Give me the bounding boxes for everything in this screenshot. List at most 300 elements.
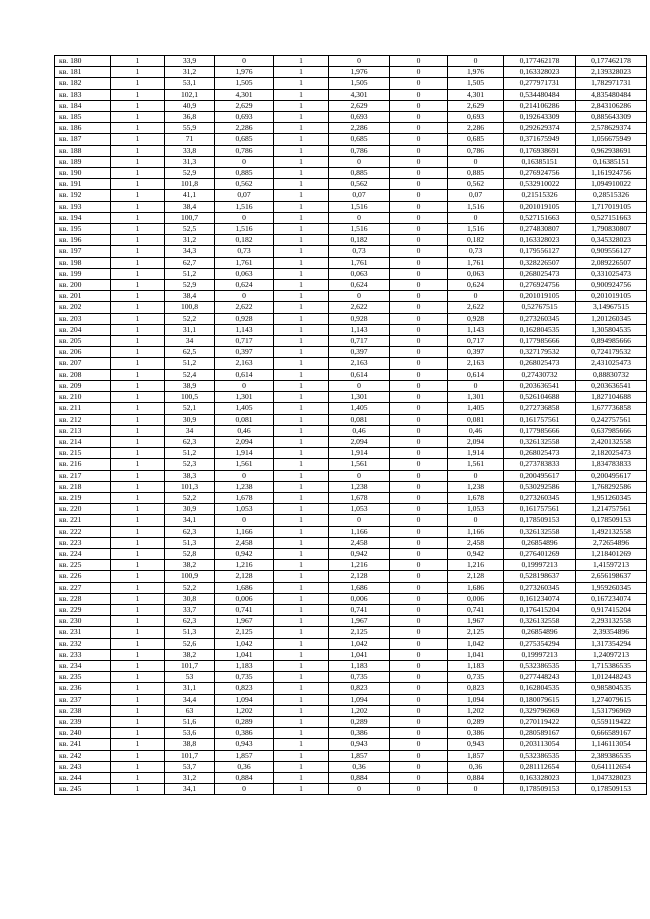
apartment-cell: кв. 236 xyxy=(55,683,111,694)
table-cell: 0 xyxy=(448,156,504,167)
table-cell: 0,177985666 xyxy=(504,336,576,347)
table-cell: 0,823 xyxy=(329,683,390,694)
table-cell: 1,405 xyxy=(329,403,390,414)
table-cell: 0,562 xyxy=(215,179,274,190)
table-cell: 1,677736858 xyxy=(576,403,647,414)
table-cell: 0,823 xyxy=(448,683,504,694)
apartment-cell: кв. 229 xyxy=(55,604,111,615)
table-row xyxy=(55,392,647,403)
table-cell: 0,386 xyxy=(448,728,504,739)
table-cell: 0 xyxy=(448,515,504,526)
table-cell: 0 xyxy=(390,436,448,447)
table-cell: 62,7 xyxy=(165,257,215,268)
table-cell: 0,397 xyxy=(215,347,274,358)
table-cell: 1 xyxy=(274,291,329,302)
table-cell: 0,73 xyxy=(215,246,274,257)
table-cell: 0,26854896 xyxy=(504,537,576,548)
table-cell: 0 xyxy=(215,515,274,526)
table-cell: 1 xyxy=(111,672,165,683)
table-cell: 0,276924756 xyxy=(504,168,576,179)
table-cell: 0,884 xyxy=(448,773,504,784)
table-cell: 1 xyxy=(111,582,165,593)
table-cell: 1,202 xyxy=(215,705,274,716)
table-cell: 51,3 xyxy=(165,537,215,548)
table-cell: 1,976 xyxy=(329,67,390,78)
table-cell: 0 xyxy=(390,89,448,100)
table-row xyxy=(55,716,647,727)
table-cell: 52,4 xyxy=(165,369,215,380)
table-cell: 1 xyxy=(274,548,329,559)
table-cell: 0,163328023 xyxy=(504,773,576,784)
table-cell: 0,909556127 xyxy=(576,246,647,257)
table-row xyxy=(55,67,647,78)
table-cell: 0,724179532 xyxy=(576,347,647,358)
table-cell: 1,561 xyxy=(329,459,390,470)
table-cell: 1,238 xyxy=(329,481,390,492)
table-cell: 0,735 xyxy=(329,672,390,683)
table-cell: 0 xyxy=(390,246,448,257)
table-cell: 1,305804535 xyxy=(576,324,647,335)
table-cell: 0,928 xyxy=(329,313,390,324)
table-cell: 2,622 xyxy=(448,302,504,313)
table-cell: 1 xyxy=(274,436,329,447)
table-cell: 0 xyxy=(390,100,448,111)
apartment-cell: кв. 180 xyxy=(55,56,111,67)
table-cell: 1,041 xyxy=(329,649,390,660)
table-cell: 2,163 xyxy=(329,358,390,369)
table-cell: 34 xyxy=(165,336,215,347)
table-cell: 1,41597213 xyxy=(576,560,647,571)
table-cell: 0,201019105 xyxy=(576,291,647,302)
table-cell: 1 xyxy=(111,280,165,291)
table-cell: 62,3 xyxy=(165,526,215,537)
table-cell: 0,203113054 xyxy=(504,739,576,750)
table-cell: 1 xyxy=(111,201,165,212)
table-cell: 0,532386535 xyxy=(504,750,576,761)
table-cell: 1,761 xyxy=(329,257,390,268)
table-cell: 1,678 xyxy=(215,492,274,503)
table-cell: 0 xyxy=(329,380,390,391)
table-cell: 2,125 xyxy=(329,627,390,638)
table-cell: 1,516 xyxy=(329,224,390,235)
table-row xyxy=(55,728,647,739)
table-cell: 0,685 xyxy=(215,134,274,145)
table-cell: 2,431025473 xyxy=(576,358,647,369)
table-cell: 1 xyxy=(111,504,165,515)
table-row xyxy=(55,168,647,179)
table-cell: 0,786 xyxy=(215,145,274,156)
apartment-cell: кв. 195 xyxy=(55,224,111,235)
table-cell: 1 xyxy=(274,280,329,291)
apartment-cell: кв. 187 xyxy=(55,134,111,145)
table-cell: 2,39354896 xyxy=(576,627,647,638)
table-cell: 1,146113054 xyxy=(576,739,647,750)
table-cell: 0,942 xyxy=(215,548,274,559)
table-cell: 0,36 xyxy=(215,761,274,772)
table-cell: 0 xyxy=(448,291,504,302)
table-cell: 1 xyxy=(111,716,165,727)
table-cell: 0 xyxy=(390,78,448,89)
table-cell: 0,562 xyxy=(448,179,504,190)
apartment-cell: кв. 194 xyxy=(55,212,111,223)
table-cell: 1 xyxy=(274,246,329,257)
table-cell: 0,326132558 xyxy=(504,436,576,447)
table-cell: 1 xyxy=(274,784,329,795)
table-cell: 0 xyxy=(448,380,504,391)
table-cell: 52,2 xyxy=(165,582,215,593)
table-cell: 1 xyxy=(274,448,329,459)
table-cell: 0,201019105 xyxy=(504,201,576,212)
data-table xyxy=(54,55,647,795)
table-row xyxy=(55,481,647,492)
table-cell: 1,686 xyxy=(215,582,274,593)
table-row xyxy=(55,201,647,212)
table-cell: 1,561 xyxy=(448,459,504,470)
table-cell: 0,161757561 xyxy=(504,504,576,515)
table-cell: 1 xyxy=(274,515,329,526)
table-cell: 0,894985666 xyxy=(576,336,647,347)
table-cell: 1,857 xyxy=(215,750,274,761)
table-cell: 0 xyxy=(390,112,448,123)
table-cell: 4,301 xyxy=(448,89,504,100)
apartment-cell: кв. 200 xyxy=(55,280,111,291)
table-cell: 0,614 xyxy=(329,369,390,380)
table-cell: 1,012448243 xyxy=(576,672,647,683)
table-cell: 40,9 xyxy=(165,100,215,111)
table-cell: 1 xyxy=(111,414,165,425)
table-cell: 1 xyxy=(274,78,329,89)
table-row xyxy=(55,616,647,627)
table-cell: 0 xyxy=(390,560,448,571)
table-row xyxy=(55,627,647,638)
apartment-cell: кв. 241 xyxy=(55,739,111,750)
document-page xyxy=(54,55,647,795)
table-cell: 102,1 xyxy=(165,89,215,100)
table-cell: 0,178509153 xyxy=(504,515,576,526)
table-cell: 0 xyxy=(390,683,448,694)
table-cell: 31,2 xyxy=(165,67,215,78)
apartment-cell: кв. 233 xyxy=(55,649,111,660)
table-cell: 1 xyxy=(111,179,165,190)
table-cell: 1 xyxy=(111,593,165,604)
apartment-cell: кв. 231 xyxy=(55,627,111,638)
table-cell: 51,2 xyxy=(165,448,215,459)
table-cell: 1,216 xyxy=(215,560,274,571)
table-row xyxy=(55,459,647,470)
table-cell: 0,624 xyxy=(329,280,390,291)
table-cell: 30,9 xyxy=(165,504,215,515)
table-cell: 1,715386535 xyxy=(576,660,647,671)
table-cell: 0 xyxy=(390,224,448,235)
table-cell: 0,268025473 xyxy=(504,268,576,279)
table-cell: 1,317354294 xyxy=(576,638,647,649)
table-cell: 0,07 xyxy=(215,190,274,201)
apartment-cell: кв. 204 xyxy=(55,324,111,335)
table-cell: 38,8 xyxy=(165,739,215,750)
table-cell: 1 xyxy=(274,112,329,123)
table-cell: 1,686 xyxy=(329,582,390,593)
table-cell: 0 xyxy=(390,414,448,425)
table-cell: 0,741 xyxy=(448,604,504,615)
table-cell: 0,624 xyxy=(448,280,504,291)
table-row xyxy=(55,784,647,795)
table-cell: 0 xyxy=(215,380,274,391)
table-row xyxy=(55,123,647,134)
table-cell: 101,7 xyxy=(165,660,215,671)
table-cell: 2,72654896 xyxy=(576,537,647,548)
table-cell: 0,735 xyxy=(448,672,504,683)
table-cell: 101,3 xyxy=(165,481,215,492)
table-cell: 62,5 xyxy=(165,347,215,358)
table-cell: 0,292629374 xyxy=(504,123,576,134)
table-cell: 0,063 xyxy=(448,268,504,279)
table-cell: 1 xyxy=(111,380,165,391)
table-cell: 0,326132558 xyxy=(504,526,576,537)
table-cell: 0 xyxy=(390,548,448,559)
table-cell: 0,26854896 xyxy=(504,627,576,638)
table-cell: 1,678 xyxy=(448,492,504,503)
table-cell: 1 xyxy=(111,145,165,156)
table-row xyxy=(55,448,647,459)
table-cell: 1 xyxy=(274,324,329,335)
table-cell: 1 xyxy=(111,436,165,447)
table-cell: 1 xyxy=(111,604,165,615)
table-cell: 0 xyxy=(390,705,448,716)
apartment-cell: кв. 227 xyxy=(55,582,111,593)
table-row xyxy=(55,369,647,380)
table-cell: 0 xyxy=(390,336,448,347)
table-cell: 52,6 xyxy=(165,638,215,649)
table-row xyxy=(55,436,647,447)
table-cell: 100,7 xyxy=(165,212,215,223)
table-cell: 1 xyxy=(111,683,165,694)
table-cell: 52,8 xyxy=(165,548,215,559)
table-cell: 1 xyxy=(274,537,329,548)
table-cell: 0,277971731 xyxy=(504,78,576,89)
table-cell: 1,505 xyxy=(215,78,274,89)
apartment-cell: кв. 223 xyxy=(55,537,111,548)
table-cell: 0,289 xyxy=(215,716,274,727)
table-cell: 1,531796969 xyxy=(576,705,647,716)
apartment-cell: кв. 188 xyxy=(55,145,111,156)
table-cell: 51,3 xyxy=(165,627,215,638)
table-cell: 1,274079615 xyxy=(576,694,647,705)
table-cell: 52,2 xyxy=(165,492,215,503)
apartment-cell: кв. 212 xyxy=(55,414,111,425)
table-cell: 4,301 xyxy=(215,89,274,100)
table-cell: 2,094 xyxy=(215,436,274,447)
table-cell: 2,656198637 xyxy=(576,571,647,582)
table-cell: 33,7 xyxy=(165,604,215,615)
table-cell: 1,053 xyxy=(448,504,504,515)
table-cell: 1 xyxy=(274,604,329,615)
table-cell: 62,3 xyxy=(165,616,215,627)
table-cell: 1,238 xyxy=(448,481,504,492)
apartment-cell: кв. 198 xyxy=(55,257,111,268)
table-cell: 2,094 xyxy=(329,436,390,447)
table-cell: 1,166 xyxy=(448,526,504,537)
table-cell: 2,089226507 xyxy=(576,257,647,268)
table-cell: 1 xyxy=(274,660,329,671)
table-cell: 0,900924756 xyxy=(576,280,647,291)
apartment-cell: кв. 196 xyxy=(55,235,111,246)
table-cell: 1,561 xyxy=(215,459,274,470)
table-cell: 51,6 xyxy=(165,716,215,727)
apartment-cell: кв. 240 xyxy=(55,728,111,739)
table-cell: 38,4 xyxy=(165,201,215,212)
table-cell: 0,162804535 xyxy=(504,683,576,694)
table-cell: 0,182 xyxy=(329,235,390,246)
table-cell: 1,492132558 xyxy=(576,526,647,537)
table-row xyxy=(55,224,647,235)
table-row xyxy=(55,504,647,515)
table-row xyxy=(55,358,647,369)
table-cell: 2,420132558 xyxy=(576,436,647,447)
table-cell: 0,786 xyxy=(448,145,504,156)
table-cell: 1 xyxy=(274,156,329,167)
table-cell: 1 xyxy=(274,504,329,515)
table-cell: 0 xyxy=(390,515,448,526)
table-cell: 0 xyxy=(390,403,448,414)
apartment-cell: кв. 185 xyxy=(55,112,111,123)
table-cell: 1 xyxy=(111,89,165,100)
table-cell: 0,328226507 xyxy=(504,257,576,268)
table-cell: 36,8 xyxy=(165,112,215,123)
table-cell: 0,203636541 xyxy=(504,380,576,391)
table-cell: 53,1 xyxy=(165,78,215,89)
table-cell: 0,614 xyxy=(448,369,504,380)
table-cell: 1 xyxy=(274,627,329,638)
table-row xyxy=(55,78,647,89)
apartment-cell: кв. 211 xyxy=(55,403,111,414)
table-cell: 0,526104688 xyxy=(504,392,576,403)
table-cell: 2,458 xyxy=(329,537,390,548)
table-cell: 0 xyxy=(390,672,448,683)
table-cell: 1 xyxy=(111,336,165,347)
table-cell: 1 xyxy=(274,773,329,784)
table-cell: 2,139328023 xyxy=(576,67,647,78)
table-cell: 2,578629374 xyxy=(576,123,647,134)
table-cell: 1,857 xyxy=(448,750,504,761)
table-cell: 0,823 xyxy=(215,683,274,694)
table-cell: 0 xyxy=(390,201,448,212)
table-cell: 0 xyxy=(390,235,448,246)
table-cell: 1 xyxy=(111,627,165,638)
table-cell: 1 xyxy=(274,739,329,750)
table-cell: 52,3 xyxy=(165,459,215,470)
table-cell: 0 xyxy=(329,56,390,67)
table-cell: 2,286 xyxy=(448,123,504,134)
table-cell: 2,128 xyxy=(448,571,504,582)
apartment-cell: кв. 197 xyxy=(55,246,111,257)
table-cell: 1,042 xyxy=(448,638,504,649)
table-cell: 0 xyxy=(390,571,448,582)
table-cell: 1 xyxy=(111,492,165,503)
table-cell: 1 xyxy=(111,481,165,492)
table-cell: 1,976 xyxy=(448,67,504,78)
table-cell: 0 xyxy=(390,582,448,593)
table-cell: 0 xyxy=(390,526,448,537)
apartment-cell: кв. 237 xyxy=(55,694,111,705)
apartment-cell: кв. 216 xyxy=(55,459,111,470)
table-cell: 1,183 xyxy=(215,660,274,671)
table-cell: 0 xyxy=(390,123,448,134)
apartment-cell: кв. 228 xyxy=(55,593,111,604)
table-cell: 0 xyxy=(215,470,274,481)
table-cell: 0,624 xyxy=(215,280,274,291)
apartment-cell: кв. 181 xyxy=(55,67,111,78)
table-cell: 1,717019105 xyxy=(576,201,647,212)
table-cell: 1,301 xyxy=(215,392,274,403)
table-cell: 0,637985666 xyxy=(576,425,647,436)
table-cell: 0 xyxy=(390,537,448,548)
table-row xyxy=(55,268,647,279)
apartment-cell: кв. 245 xyxy=(55,784,111,795)
table-row xyxy=(55,571,647,582)
table-cell: 0,371675949 xyxy=(504,134,576,145)
table-cell: 1,301 xyxy=(329,392,390,403)
table-cell: 1 xyxy=(274,392,329,403)
table-cell: 0,36 xyxy=(448,761,504,772)
table-cell: 1 xyxy=(111,739,165,750)
table-cell: 0,614 xyxy=(215,369,274,380)
table-row xyxy=(55,100,647,111)
table-cell: 33,8 xyxy=(165,145,215,156)
table-cell: 0,693 xyxy=(215,112,274,123)
table-row xyxy=(55,660,647,671)
table-cell: 38,2 xyxy=(165,560,215,571)
table-row xyxy=(55,705,647,716)
table-cell: 0 xyxy=(390,660,448,671)
table-cell: 0,163328023 xyxy=(504,235,576,246)
table-cell: 1 xyxy=(111,112,165,123)
table-cell: 1,053 xyxy=(215,504,274,515)
apartment-cell: кв. 244 xyxy=(55,773,111,784)
apartment-cell: кв. 192 xyxy=(55,190,111,201)
table-cell: 1 xyxy=(111,302,165,313)
table-cell: 1 xyxy=(111,750,165,761)
table-cell: 1 xyxy=(111,67,165,78)
table-cell: 0 xyxy=(390,302,448,313)
apartment-cell: кв. 243 xyxy=(55,761,111,772)
table-cell: 0,345328023 xyxy=(576,235,647,246)
table-cell: 1 xyxy=(274,492,329,503)
table-cell: 0 xyxy=(390,694,448,705)
table-cell: 1 xyxy=(274,380,329,391)
table-cell: 41,1 xyxy=(165,190,215,201)
table-cell: 1 xyxy=(111,403,165,414)
table-cell: 0,532386535 xyxy=(504,660,576,671)
table-row xyxy=(55,302,647,313)
table-cell: 1 xyxy=(274,425,329,436)
table-cell: 0,268025473 xyxy=(504,448,576,459)
table-cell: 1 xyxy=(274,347,329,358)
table-row xyxy=(55,156,647,167)
table-cell: 1,094910022 xyxy=(576,179,647,190)
table-cell: 0,201019105 xyxy=(504,291,576,302)
table-cell: 0 xyxy=(390,156,448,167)
table-row xyxy=(55,526,647,537)
table-cell: 0,326132558 xyxy=(504,616,576,627)
table-cell: 1 xyxy=(111,515,165,526)
table-cell: 2,182025473 xyxy=(576,448,647,459)
table-row xyxy=(55,582,647,593)
table-cell: 52,5 xyxy=(165,224,215,235)
table-cell: 2,458 xyxy=(448,537,504,548)
apartment-cell: кв. 203 xyxy=(55,313,111,324)
table-cell: 1 xyxy=(274,638,329,649)
table-cell: 0,19997213 xyxy=(504,649,576,660)
